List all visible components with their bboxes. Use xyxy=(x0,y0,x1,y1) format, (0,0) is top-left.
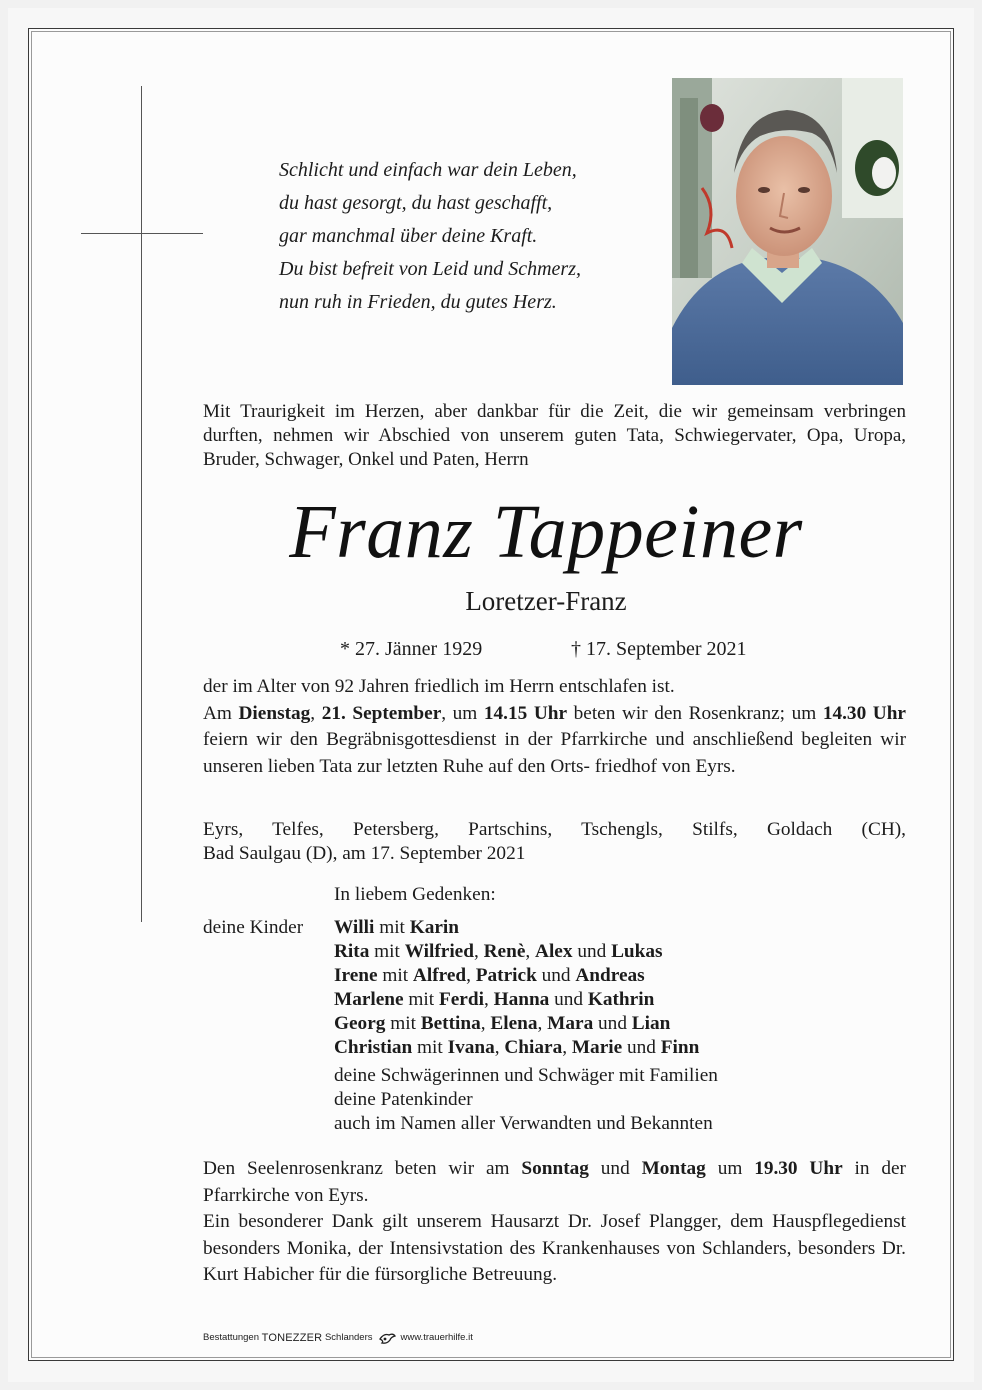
family-member-name: Rita xyxy=(334,941,370,962)
family-member-name: Georg xyxy=(334,1013,386,1034)
places-and-date xyxy=(203,818,906,866)
mourner-line: deine Patenkinder xyxy=(334,1089,473,1110)
closing-paragraph: Den Seelenrosenkranz beten wir am Sonntag und Montag um 19.30 Uhr in der Pfarrkirche von Eyrs. Ein besonderer Dank gilt unserem Hausarzt Dr. Josef Plangger, dem Hauspflegedienst besonders Monika, der Intensivstation des Krankenhauses von Schlanders, besonders Dr. Kurt Habicher für die fürsorgliche Betreuung. xyxy=(203,1156,906,1289)
family-member-name: Ivana xyxy=(447,1037,495,1058)
intro-paragraph: Mit Traurigkeit im Herzen, aber dankbar für die Zeit, die wir gemeinsam verbringen durften, nehmen wir Abschied von unserem guten Tata, Schwiegervater, Opa, Uropa, Bruder, Schwager, Onkel und Paten, Herrn xyxy=(203,401,906,470)
family-member-name: Hanna xyxy=(493,989,550,1010)
family-member-name: Elena xyxy=(490,1013,538,1034)
child-family-line: Georg mit Bettina, Elena, Mara und Lian xyxy=(334,1013,671,1034)
birth-date: * 27. Jänner 1929 xyxy=(340,638,483,660)
family-member-name: Marlene xyxy=(334,989,404,1010)
other-mourners xyxy=(334,1064,718,1136)
family-member-name: Renè xyxy=(483,941,526,962)
family-member-name: Irene xyxy=(334,965,378,986)
family-member-name: Ferdi xyxy=(438,989,484,1010)
children-label: deine Kinder xyxy=(203,917,304,938)
website-link[interactable]: www.trauerhilfe.it xyxy=(400,1332,473,1343)
deceased-name: Franz Tappeiner xyxy=(289,490,803,574)
family-member-name: Alfred xyxy=(412,965,467,986)
poem-line: gar manchmal über deine Kraft. xyxy=(279,225,538,247)
thanks-text: Ein besonderer Dank gilt unserem Hausarzt Dr. Josef Plangger, dem Hauspflegedienst besonders Monika, der Intensivstation des Krankenhauses von Schlanders, besonders Dr. Kurt Habicher für die fürsorgliche Betreuung. xyxy=(203,1211,906,1285)
portrait-photo xyxy=(672,78,903,385)
child-family-line: Rita mit Wilfried, Renè, Alex und Lukas xyxy=(334,941,663,962)
child-family-line: Christian mit Ivana, Chiara, Marie und Finn xyxy=(334,1037,700,1058)
service-day: Dienstag xyxy=(238,702,311,724)
rosary-time-evening: 19.30 Uhr xyxy=(754,1158,843,1179)
cross-horizontal-bar xyxy=(81,233,203,234)
family-member-name: Willi xyxy=(334,917,375,938)
portrait-photo-image xyxy=(672,78,903,385)
mourner-line: deine Schwägerinnen und Schwäger mit Familien xyxy=(334,1065,718,1086)
children-list xyxy=(334,916,894,1060)
poem xyxy=(279,154,639,319)
family-member-name: Chiara xyxy=(504,1037,563,1058)
family-member-name: Kathrin xyxy=(587,989,655,1010)
dove-logo-icon xyxy=(378,1332,396,1345)
mourner-line: auch im Namen aller Verwandten und Bekannten xyxy=(334,1113,713,1134)
family-member-name: Patrick xyxy=(475,965,537,986)
poem-line: Schlicht und einfach war dein Leben, xyxy=(279,159,577,181)
family-member-name: Lukas xyxy=(611,941,663,962)
in-memory-heading: In liebem Gedenken: xyxy=(334,884,496,905)
undertaker-brand: TONEZZER xyxy=(261,1332,323,1344)
places-line: Bad Saulgau (D), am 17. September 2021 xyxy=(203,843,526,864)
places-line: Eyrs, Telfes, Petersberg, Partschins, Tschengls, Stilfs, Goldach (CH), xyxy=(203,819,906,840)
family-member-name: Lian xyxy=(631,1013,671,1034)
service-paragraph xyxy=(203,674,906,780)
child-family-line: Willi mit Karin xyxy=(334,917,460,938)
family-member-name: Marie xyxy=(571,1037,623,1058)
child-family-line: Irene mit Alfred, Patrick und Andreas xyxy=(334,965,645,986)
child-family-line: Marlene mit Ferdi, Hanna und Kathrin xyxy=(334,989,655,1010)
family-member-name: Alex xyxy=(535,941,573,962)
family-member-name: Christian xyxy=(334,1037,413,1058)
family-member-name: Mara xyxy=(547,1013,594,1034)
poem-line: du hast gesorgt, du hast geschafft, xyxy=(279,192,553,214)
rosary-time: 14.15 Uhr xyxy=(483,702,568,724)
poem-line: Du bist befreit von Leid und Schmerz, xyxy=(279,258,582,280)
family-member-name: Finn xyxy=(660,1037,700,1058)
poem-line: nun ruh in Frieden, du gutes Herz. xyxy=(279,291,557,313)
footer-imprint: Bestattungen TONEZZER Schlanders www.trauerhilfe.it xyxy=(203,1332,473,1344)
rosary-day-2: Montag xyxy=(641,1158,706,1179)
service-text: Am Dienstag, 21. September, um 14.15 Uhr beten wir den Rosenkranz; um 14.30 Uhr feiern wir den Begräbnisgottesdienst in der Pfarrkirche und anschließend begleiten wir unseren lieben Tata zur letzten Ruhe auf den Orts- friedhof von Eyrs. xyxy=(203,702,906,777)
family-member-name: Karin xyxy=(409,917,460,938)
service-date: 21. September xyxy=(321,702,442,724)
family-member-name: Bettina xyxy=(420,1013,481,1034)
family-member-name: Andreas xyxy=(575,965,645,986)
deceased-nickname: Loretzer-Franz xyxy=(465,586,627,616)
rosary-day-1: Sonntag xyxy=(521,1158,589,1179)
mass-time: 14.30 Uhr xyxy=(822,702,906,724)
death-date: † 17. September 2021 xyxy=(571,638,747,660)
service-line: der im Alter von 92 Jahren friedlich im Herrn entschlafen ist. xyxy=(203,676,675,697)
family-member-name: Wilfried xyxy=(404,941,474,962)
